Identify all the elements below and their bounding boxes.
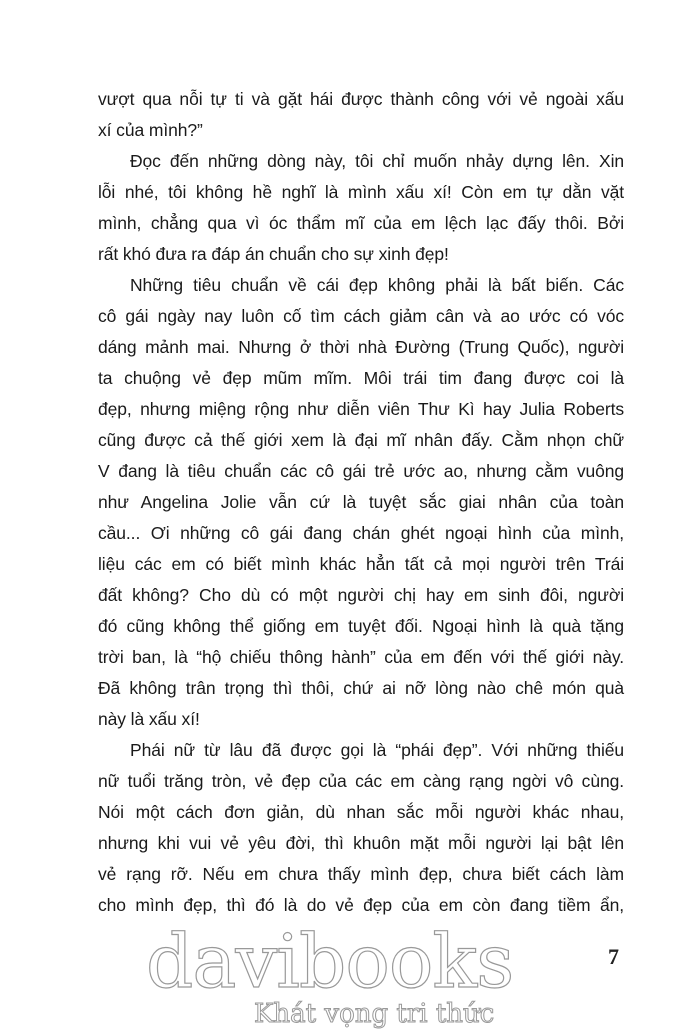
text-line: như Angelina Jolie vẫn cứ là tuyệt sắc giai nhân của toàn xyxy=(98,492,624,512)
text-line: Phái nữ từ lâu đã được gọi là “phái đẹp”. Với những thiếu xyxy=(130,740,624,760)
text-line: vượt qua nỗi tự ti và gặt hái được thành công với vẻ ngoài xấu xyxy=(98,89,624,109)
text-line: cầu... Ơi những cô gái đang chán ghét ngoại hình của mình, xyxy=(98,523,624,543)
text-line: Nói một cách đơn giản, dù nhan sắc mỗi người khác nhau, xyxy=(98,802,624,822)
text-line: lỗi nhé, tôi không hề nghĩ là mình xấu xí! Còn em tự dằn vặt xyxy=(98,182,624,202)
watermark-brand: davibooks xyxy=(146,919,514,1005)
text-line: đẹp, nhưng miệng rộng như diễn viên Thư Kì hay Julia Roberts xyxy=(98,399,624,419)
text-line: mình, chẳng qua vì óc thẩm mĩ của em lệch lạc đấy thôi. Bởi xyxy=(98,213,624,233)
text-line: Đã không trân trọng thì thôi, chứ ai nỡ lòng nào chê món quà xyxy=(98,678,624,698)
text-line: V đang là tiêu chuẩn các cô gái trẻ ước ao, nhưng cằm vuông xyxy=(98,461,624,481)
text-line: nữ tuổi trăng tròn, vẻ đẹp của các em càng rạng ngời vô cùng. xyxy=(98,771,624,791)
text-line: đó cũng không thể giống em tuyệt đối. Ngoại hình là quà tặng xyxy=(98,616,624,636)
text-line: trời ban, là “hộ chiếu thông hành” của em đến với thế giới này. xyxy=(98,647,624,667)
text-line: liệu các em có biết mình khác hẳn tất cả mọi người trên Trái xyxy=(98,554,624,574)
page-number: 7 xyxy=(608,944,619,969)
text-line: cô gái ngày nay luôn cố tìm cách giảm cân và ao ước có vóc xyxy=(98,306,624,326)
text-line: vẻ rạng rỡ. Nếu em chưa thấy mình đẹp, chưa biết cách làm xyxy=(98,864,624,884)
watermark-slogan: Khát vọng tri thức xyxy=(254,999,495,1029)
text-line: Đọc đến những dòng này, tôi chỉ muốn nhảy dựng lên. Xin xyxy=(130,151,624,171)
body-text xyxy=(98,84,624,921)
text-line: rất khó đưa ra đáp án chuẩn cho sự xinh đẹp! xyxy=(98,244,449,264)
text-line: cũng được cả thế giới xem là đại mĩ nhân đấy. Cằm nhọn chữ xyxy=(98,430,624,450)
text-line: cho mình đẹp, thì đó là do vẻ đẹp của em còn đang tiềm ẩn, xyxy=(98,895,624,915)
text-line: ta chuộng vẻ đẹp mũm mĩm. Môi trái tim đang được coi là xyxy=(98,368,624,388)
text-line: dáng mảnh mai. Nhưng ở thời nhà Đường (Trung Quốc), người xyxy=(98,337,624,357)
text-line: nhưng khi vui vẻ yêu đời, thì khuôn mặt mỗi người lại bật lên xyxy=(98,833,624,853)
text-line: Những tiêu chuẩn về cái đẹp không phải là bất biến. Các xyxy=(130,275,624,295)
text-line: này là xấu xí! xyxy=(98,709,200,729)
text-line: xí của mình?” xyxy=(98,120,203,140)
text-line: đất không? Cho dù có một người chị hay em sinh đôi, người xyxy=(98,585,624,605)
